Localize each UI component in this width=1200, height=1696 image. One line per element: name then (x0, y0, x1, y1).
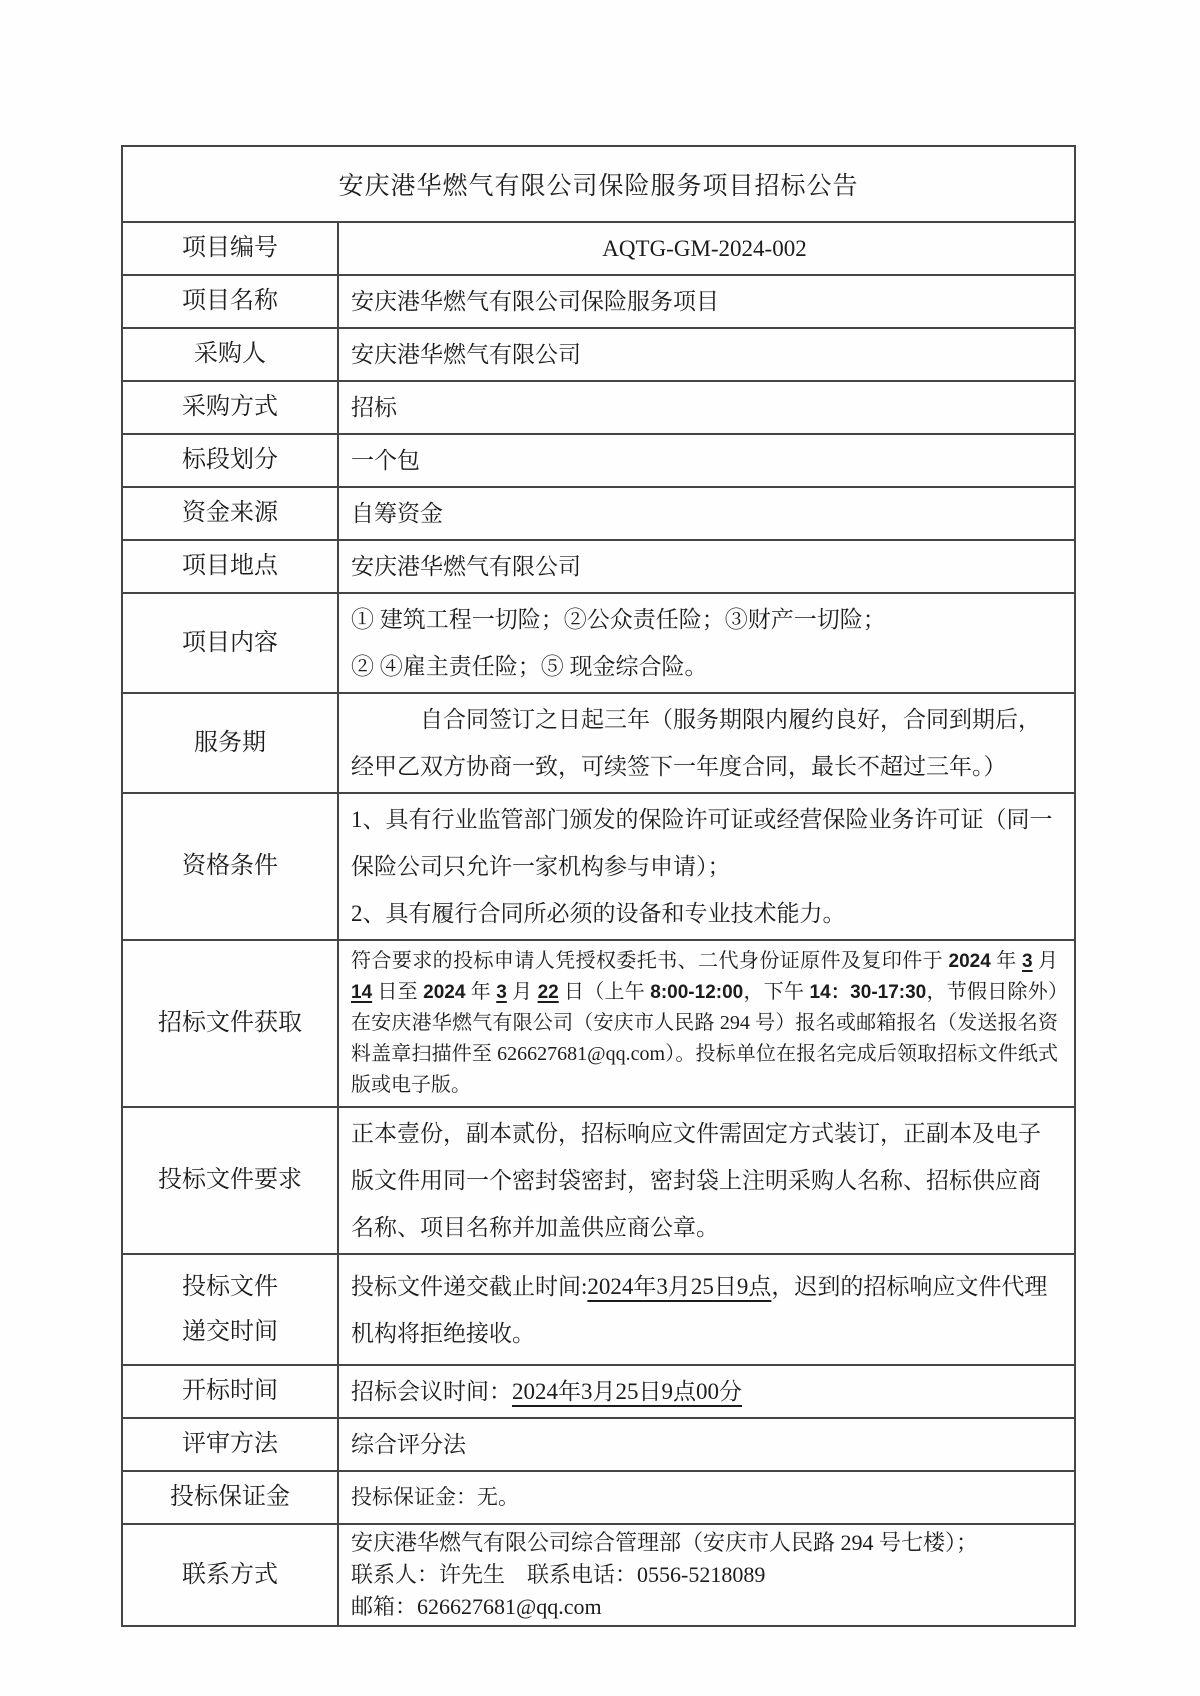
row-label-evaluation-method (122, 1418, 338, 1471)
row-label-qualification (122, 793, 338, 940)
table-row-purchase-method (122, 381, 1075, 434)
text-segment: 22 (537, 982, 559, 1003)
table-row-project-number (122, 222, 1075, 275)
paragraph (351, 1263, 1058, 1357)
text-segment: 3 (1022, 951, 1033, 972)
paragraph (351, 1591, 1058, 1623)
table-row-doc-acquisition (122, 940, 1075, 1107)
label-line: 项目编号 (182, 235, 278, 261)
paragraph (351, 1110, 1058, 1251)
row-label-project-content (122, 593, 338, 693)
label-line: 投标文件要求 (158, 1167, 302, 1193)
text-segment: 2、具有履行合同所必须的设备和专业技术能力。 (351, 901, 846, 926)
row-label-project-number (122, 222, 338, 275)
label-line: 服务期 (194, 729, 266, 756)
table-row-funding-source (122, 487, 1075, 540)
text-segment: 邮箱：626627681@qq.com (351, 1594, 602, 1619)
paragraph (351, 278, 1058, 325)
tender-announcement-table (121, 145, 1076, 1627)
text-segment: 正本壹份，副本贰份，招标响应文件需固定方式装订，正副本及电子版文件用同一个密封袋密封，密封袋上注明采购人名称、招标供应商名称、项目名称并加盖供应商公章。 (351, 1121, 1041, 1240)
table-row-qualification (122, 793, 1075, 940)
row-value-submission-time (338, 1254, 1075, 1365)
table-row-bid-doc-requirement (122, 1107, 1075, 1254)
label-line: 采购人 (194, 341, 266, 367)
row-label-service-period (122, 693, 338, 793)
text-segment: 3 (496, 982, 507, 1003)
label-line: 项目地点 (182, 553, 278, 579)
row-value-doc-acquisition (338, 940, 1075, 1107)
label-line: 投标保证金 (170, 1484, 290, 1510)
text-segment: 14 (351, 982, 373, 1003)
row-value-project-content (338, 593, 1075, 693)
text-segment: ，迟到的招标响应文件代理机构将拒绝接收。 (351, 1273, 1048, 1346)
paragraph (351, 796, 1058, 890)
row-label-project-location (122, 540, 338, 593)
row-value-service-period (338, 693, 1075, 793)
text-segment: 日（上午 (558, 981, 651, 1003)
row-label-opening-time (122, 1365, 338, 1418)
paragraph (351, 490, 1058, 537)
row-label-project-name (122, 275, 338, 328)
label-line: 联系方式 (182, 1561, 278, 1588)
paragraph (351, 437, 1058, 484)
text-segment: 招标会议时间： (351, 1379, 512, 1404)
text-segment: 自合同签订之日起三年（服务期限内履约良好，合同到期后，经甲乙双方协商一致，可续签下一年度合同，最长不超过三年。） (351, 707, 1041, 779)
row-label-bid-bond (122, 1471, 338, 1524)
text-segment: 日至 (372, 981, 424, 1003)
paragraph (351, 1368, 1058, 1415)
table-row-opening-time (122, 1365, 1075, 1418)
text-segment: 8:00-12:00 (650, 982, 744, 1003)
paragraph (351, 696, 1058, 790)
text-segment: AQTG-GM-2024-002 (602, 236, 807, 261)
text-segment: 安庆港华燃气有限公司综合管理部（安庆市人民路 294 号七楼）； (351, 1530, 979, 1555)
text-segment: 安庆港华燃气有限公司 (351, 342, 581, 367)
label-line: 开标时间 (182, 1378, 278, 1404)
label-line: 递交时间 (182, 1318, 278, 1345)
row-value-evaluation-method (338, 1418, 1075, 1471)
text-segment: 1、具有行业监管部门颁发的保险许可证或经营保险业务许可证（同一保险公司只允许一家机构参与申请）； (351, 807, 1053, 879)
table-body (122, 146, 1075, 1626)
table-row-evaluation-method (122, 1418, 1075, 1471)
paragraph (351, 384, 1058, 431)
paragraph (351, 596, 1058, 643)
text-segment: 投标文件递交截止时间: (351, 1273, 588, 1299)
paragraph (351, 225, 1058, 272)
row-value-section-division (338, 434, 1075, 487)
table-row-contact (122, 1524, 1075, 1626)
paragraph (351, 643, 1058, 690)
label-line: 资格条件 (182, 853, 278, 879)
text-segment: 年 (465, 981, 497, 1003)
label-line: 项目名称 (182, 288, 278, 314)
row-value-bid-doc-requirement (338, 1107, 1075, 1254)
row-label-funding-source (122, 487, 338, 540)
table-row-bid-bond (122, 1471, 1075, 1524)
text-segment: 一个包 (351, 448, 420, 473)
row-value-qualification (338, 793, 1075, 940)
row-label-submission-time (122, 1254, 338, 1365)
title-row (122, 146, 1075, 222)
table-row-project-content (122, 593, 1075, 693)
text-segment: ② ④雇主责任险；⑤ 现金综合险。 (351, 654, 708, 679)
label-line: 评审方法 (182, 1431, 278, 1457)
text-segment: 2024年3月25日9点 (587, 1273, 772, 1299)
row-value-project-number (338, 222, 1075, 275)
table-row-service-period (122, 693, 1075, 793)
row-label-section-division (122, 434, 338, 487)
row-value-contact (338, 1524, 1075, 1626)
paragraph (351, 1421, 1058, 1468)
label-line: 资金来源 (182, 500, 278, 526)
text-segment: 投标保证金：无。 (351, 1485, 519, 1509)
document-title: 安庆港华燃气有限公司保险服务项目招标公告 (122, 146, 1075, 222)
table-row-submission-time (122, 1254, 1075, 1365)
row-label-purchaser (122, 328, 338, 381)
text-segment: ，节假日除外）在安庆港华燃气有限公司（安庆市人民路 294 号）报名或邮箱报名（发送报名资料盖章扫描件至 626627681@qq.com）。投标单位在报名完成后领取招标文件纸式版或电子版。 (351, 981, 1059, 1096)
row-value-purchaser (338, 328, 1075, 381)
row-value-project-location (338, 540, 1075, 593)
table-row-purchaser (122, 328, 1075, 381)
row-value-purchase-method (338, 381, 1075, 434)
text-segment: 符合要求的投标申请人凭授权委托书、二代身份证原件及复印件于 (351, 950, 949, 972)
paragraph (351, 946, 1058, 1101)
text-segment: 联系人：许先生 联系电话：0556-5218089 (351, 1562, 766, 1587)
text-segment: 综合评分法 (351, 1432, 466, 1457)
label-line: 投标文件 (182, 1273, 278, 1300)
text-segment: 2024 (423, 982, 466, 1003)
row-value-project-name (338, 275, 1075, 328)
row-label-bid-doc-requirement (122, 1107, 338, 1254)
label-line: 项目内容 (182, 629, 278, 656)
label-line: 标段划分 (182, 447, 278, 473)
label-line: 招标文件获取 (158, 1010, 302, 1036)
row-value-bid-bond (338, 1471, 1075, 1524)
row-value-funding-source (338, 487, 1075, 540)
text-segment: 月 (1032, 950, 1059, 972)
table-row-project-location (122, 540, 1075, 593)
table-row-project-name (122, 275, 1075, 328)
text-segment: 2024 (948, 951, 991, 972)
text-segment: 安庆港华燃气有限公司保险服务项目 (351, 289, 719, 314)
text-segment: ，下午 (743, 981, 810, 1003)
text-segment: 年 (990, 950, 1023, 972)
row-label-contact (122, 1524, 338, 1626)
label-line: 采购方式 (182, 394, 278, 420)
text-segment: 月 (506, 981, 538, 1003)
text-segment: 14：30-17:30 (809, 982, 927, 1003)
paragraph (351, 331, 1058, 378)
text-segment: ① 建筑工程一切险；②公众责任险；③财产一切险； (351, 607, 886, 632)
paragraph (351, 1527, 1058, 1559)
text-segment: 自筹资金 (351, 501, 443, 526)
text-segment: 安庆港华燃气有限公司 (351, 554, 581, 579)
row-value-opening-time (338, 1365, 1075, 1418)
table-row-section-division (122, 434, 1075, 487)
paragraph (351, 890, 1058, 937)
row-label-doc-acquisition (122, 940, 338, 1107)
text-segment: 招标 (351, 395, 397, 420)
paragraph (351, 1474, 1058, 1521)
text-segment: 2024年3月25日9点00分 (512, 1379, 742, 1404)
paragraph (351, 543, 1058, 590)
row-label-purchase-method (122, 381, 338, 434)
paragraph (351, 1559, 1058, 1591)
